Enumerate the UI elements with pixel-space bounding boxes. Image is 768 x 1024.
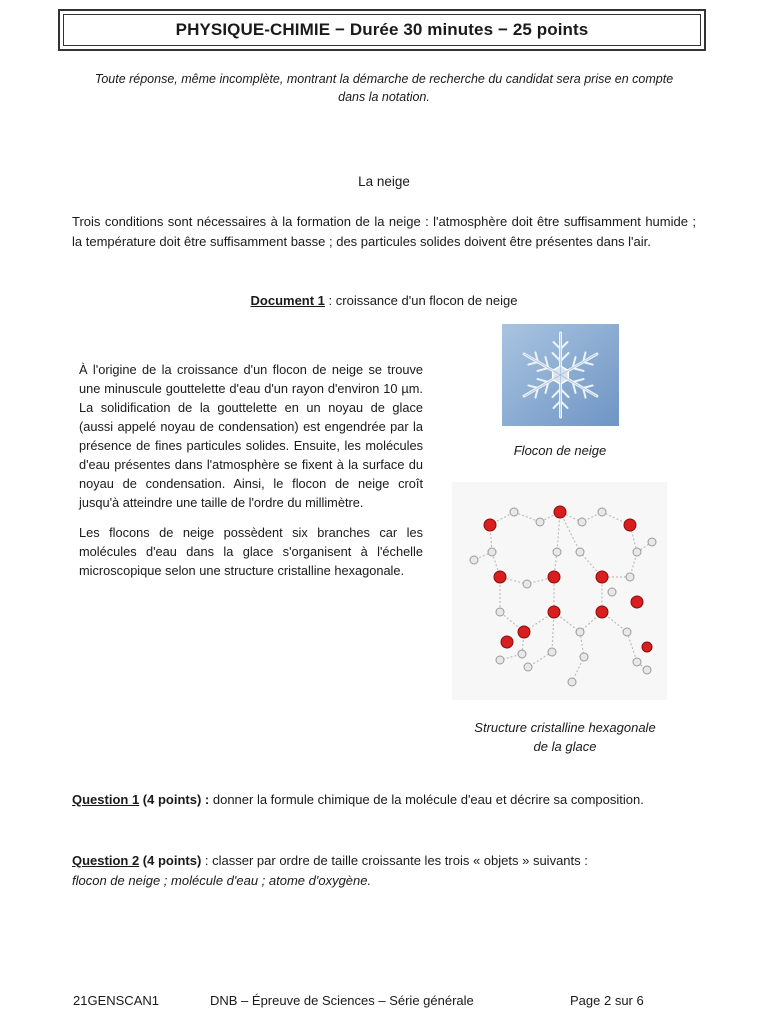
caption-structure-line-2: de la glace bbox=[533, 739, 597, 754]
caption-structure bbox=[440, 718, 690, 756]
intro-paragraph: Trois conditions sont nécessaires à la formation de la neige : l'atmosphère doit être suffisamment humide ; la température doit être suffisamment basse ; des particules solides doivent être présentes dans l'air. bbox=[72, 214, 696, 249]
document-heading bbox=[0, 293, 768, 308]
question-1-text: donner la formule chimique de la molécule d'eau et décrire sa composition. bbox=[212, 792, 644, 807]
question-2-text: : classer par ordre de taille croissante les trois « objets » suivants : bbox=[204, 853, 588, 868]
question-1-label: Question 1 bbox=[72, 792, 140, 807]
document-title: : croissance d'un flocon de neige bbox=[324, 293, 518, 308]
document-label: Document 1 bbox=[250, 293, 325, 308]
question-1-points: (4 points) : bbox=[139, 792, 213, 807]
document-paragraph-1: À l'origine de la croissance d'un flocon de neige se trouve une minuscule gouttelette d'eau d'un rayon d'environ 10 µm. La solidification de la gouttelette en un noyau de glace (aussi appelé noyau de condensation) est engendrée par la présence de fines particules solides. Ensuite, les molécules d'eau présentes dans l'atmosphère se fixent à la surface du noyau de condensation. Ainsi, le flocon de neige croît jusqu'à atteindre une taille de l'ordre du millimètre. bbox=[79, 362, 423, 510]
footer-code: 21GENSCAN1 bbox=[73, 993, 159, 1008]
question-2-points: (4 points) bbox=[139, 853, 205, 868]
question-2-items: flocon de neige ; molécule d'eau ; atome d'oxygène. bbox=[72, 873, 372, 888]
document-text bbox=[79, 360, 423, 591]
instructions: Toute réponse, même incomplète, montrant la démarche de recherche du candidat sera prise en compte dans la notation. bbox=[94, 72, 674, 104]
page-title: PHYSIQUE-CHIMIE − Durée 30 minutes − 25 points bbox=[63, 14, 701, 46]
header-frame bbox=[58, 9, 706, 51]
document-paragraph-2: Les flocons de neige possèdent six branches car les molécules d'eau dans la glace s'organisent à l'échelle microscopique selon une structure cristalline hexagonale. bbox=[79, 525, 423, 578]
footer-exam: DNB – Épreuve de Sciences – Série générale bbox=[210, 993, 474, 1008]
caption-snowflake: Flocon de neige bbox=[513, 443, 607, 458]
snowflake-photo bbox=[502, 324, 619, 426]
caption-structure-line-1: Structure cristalline hexagonale bbox=[474, 720, 656, 735]
question-2 bbox=[72, 851, 696, 891]
footer-page: Page 2 sur 6 bbox=[570, 993, 644, 1008]
question-1 bbox=[72, 790, 696, 810]
question-2-label: Question 2 bbox=[72, 853, 140, 868]
section-title: La neige bbox=[358, 174, 410, 189]
ice-crystal-structure bbox=[452, 482, 667, 700]
